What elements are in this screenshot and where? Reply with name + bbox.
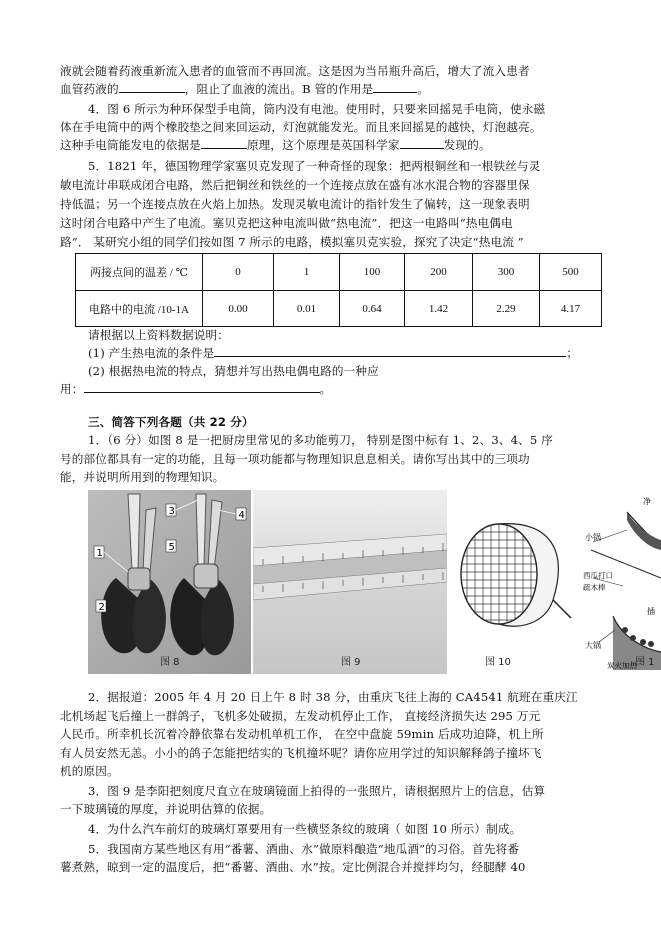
text-line: 用： 。 [60,382,332,396]
text-line: 5．1821 年，德国物理学家塞贝克发现了一种奇怪的现象：把两根铜丝和一根铁丝与灵 [88,159,541,173]
text-line: 液就会随着药液重新流入患者的血管而不再回流。这是因为当吊瓶升高后，增大了流入患者 [60,64,530,78]
text-line: 这种手电筒能发电的依据是 原理，这个原理是英国科学家 发现的。 [60,138,491,152]
text-line: 血管药液的 ，阻止了血液的流出。B 管的作用是 。 [60,82,430,96]
text-line: 有人员安然无恙。小小的鸽子怎能把结实的飞机撞坏呢？请你应用学过的知识解释鸽子撞坏飞 [60,746,542,760]
text-line: (2) 根据热电流的特点，猜想并写出热电偶电路的一种应 [88,364,379,378]
ruler-mirror-image [253,490,447,674]
fig8-label: 5 [168,542,175,553]
fig11-label: 西瓜打口 [583,571,613,580]
text-line: 号的部位都具有一定的功能，且每一项功能都与物理知识息息相关。请你写出其中的三项功 [60,452,530,466]
fig11-label: 净 [643,497,651,506]
text-line: (1) 产生热电流的条件是 ； [88,346,579,360]
figure-caption: 图 10 [485,657,511,668]
text-line: 敏电流计串联成闭合电路，然后把铜丝和铁丝的一个连接点放在盛有冰水混合物的容器里保 [60,178,530,192]
temp-cell: 200 [405,254,473,291]
answer-blank[interactable] [119,80,185,93]
fig8-label: 2 [98,602,105,613]
figure-8 [88,490,251,674]
current-cell: 2.29 [473,291,540,327]
text-line: 路”． 某研究小组的同学们按如图 7 所示的电路，模拟塞贝克实验，探究了决定“热电流 ” [60,235,524,249]
text-line: 北机场起飞后撞上一群鸽子，飞机多处破损，左发动机停止工作， 直接经济损失达 295 万元 [60,709,541,723]
fig8-label: 4 [238,510,245,521]
current-cell: 0.01 [274,291,340,327]
row-label-cell: 电路中的电流 /10-1A [76,291,203,327]
figure-caption: 图 8 [160,657,180,668]
text-line: 5．我国南方某些地区有用“番薯、酒曲、水”做原料酿造“地瓜酒”的习俗。首先将番 [88,842,520,856]
figure-caption: 图 1 [635,657,655,668]
scissors-image [88,490,251,674]
figure-10 [449,490,581,674]
fig11-label: 炭火加热 [607,661,637,670]
figures-strip [88,490,661,674]
temp-cell: 500 [540,254,602,291]
text-line: 3．图 9 是李阳把刻度尺直立在玻璃镜面上拍得的一张照片，请根据照片上的信息，估算 [88,784,546,798]
current-cell: 1.42 [405,291,473,327]
fig11-label: 疏木棒 [583,583,606,592]
answer-blank[interactable] [84,380,320,393]
header-label-cell: 两接点间的温差 / ℃ [76,254,203,291]
current-cell: 0.64 [340,291,405,327]
answer-blank[interactable] [400,136,444,149]
text-line: 请根据以上资料数据说明： [88,328,229,342]
text-line: 2．据报道：2005 年 4 月 20 日上午 8 时 38 分，由重庆飞往上海的 CA4541 航班在重庆江 [88,690,578,704]
fig11-label: 大锅 [585,641,601,650]
fig8-label: 3 [168,506,175,517]
section-title: 三、简答下列各题（共 22 分） [88,415,254,429]
text-line: 1．（6 分）如图 8 是一把厨房里常见的多功能剪刀， 特别是图中标有 1、2、3、4、5 序 [88,433,553,447]
text-line: 4．图 6 所示为种环保型手电筒，筒内没有电池。使用时，只要来回摇晃手电筒，使永磁 [88,102,546,116]
current-cell: 0.00 [203,291,274,327]
text-line: 这时闭合电路中产生了电流。塞贝克把这种电流叫做“热电流”．把这一电路叫“热电偶电 [60,216,513,230]
text-line: 体在手电筒中的两个橡胶垫之间来回运动，灯泡就能发光。而且来回摇晃的越快，灯泡越亮。 [60,120,542,134]
temp-cell: 1 [274,254,340,291]
text-line: 能，并说明所用到的物理知识。 [60,470,225,484]
figure-11 [583,490,661,674]
fig11-label: 插 [647,607,655,616]
text-line: 一下玻璃镜的厚度，并说明估算的依据。 [60,802,272,816]
text-line: 持低温；另一个连接点放在火焰上加热。发现灵敏电流计的指针发生了偏转，这一现象表明 [60,197,530,211]
answer-blank[interactable] [201,136,247,149]
temp-cell: 0 [203,254,274,291]
answer-blank[interactable] [214,344,566,357]
text-line: 人民币。所幸机长沉着冷静依靠右发动机单机工作， 在空中盘旋 59min 后成功迫降，机上所 [60,727,544,741]
text-line: 4．为什么汽车前灯的玻璃灯罩要用有一些横竖条纹的玻璃（ 如图 10 所示）制成。 [88,822,522,836]
current-cell: 4.17 [540,291,602,327]
text-line: 薯煮熟，晾到一定的温度后，把“番薯、酒曲、水”按。定比例混合并搅拌均匀，经腿酵 40 [60,860,526,874]
temp-cell: 300 [473,254,540,291]
text-line: 机的原因。 [60,764,119,778]
figure-9 [253,490,447,674]
fig8-label: 1 [96,548,103,559]
distillation-image [583,490,661,674]
fig11-label: 小锅 [585,533,601,542]
figure-caption: 图 9 [341,657,361,668]
headlamp-image [449,490,581,674]
data-table [75,253,602,327]
temp-cell: 100 [340,254,405,291]
answer-blank[interactable] [373,80,417,93]
